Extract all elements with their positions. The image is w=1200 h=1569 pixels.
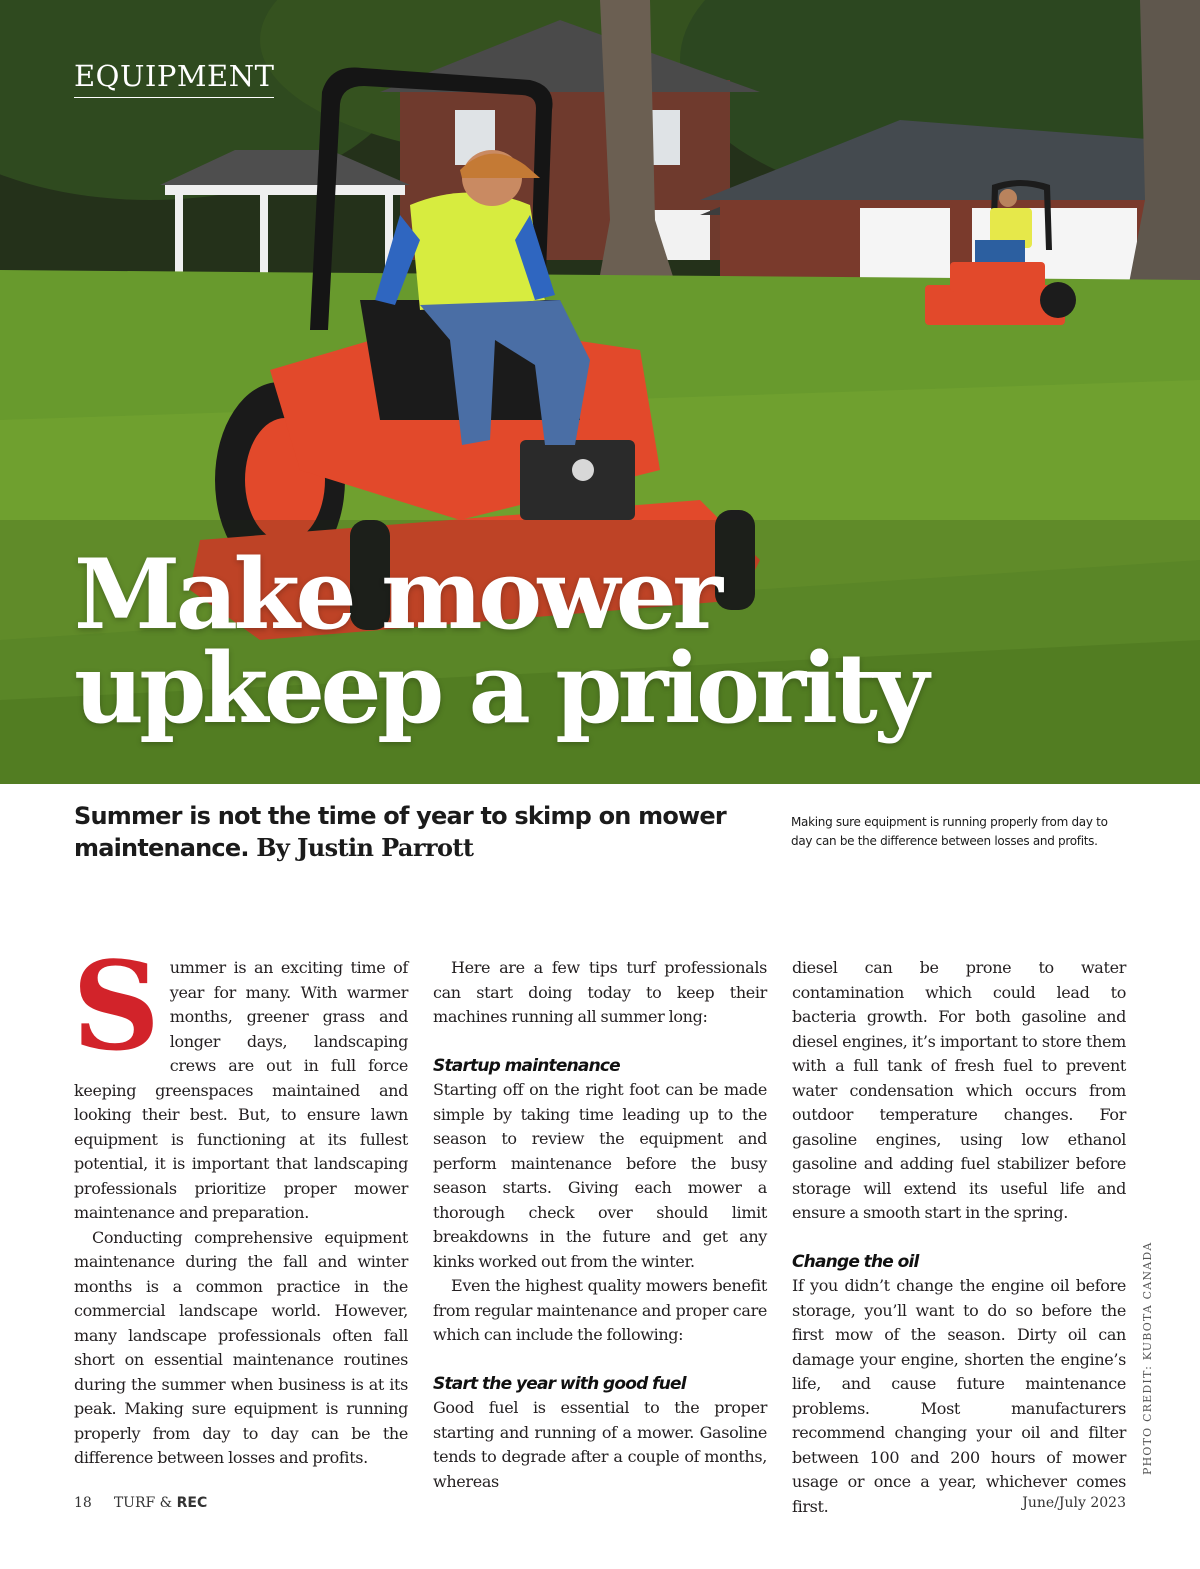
paragraph: If you didn’t change the engine oil before storage, you’ll want to do so before the first mow of the season. Dirty oil can damage your engine, shorten the engine’s life, and cause future maintenance problems. Most manufacturers recommend changing your oil and filter between 100 and 200 hours of mower usage or once a year, whichever comes first. bbox=[792, 1276, 1126, 1516]
footer-left bbox=[74, 1495, 207, 1511]
deck-text: Summer is not the time of year to skimp on mower maintenance. bbox=[74, 802, 726, 862]
body-column-3 bbox=[792, 956, 1126, 1519]
page-number: 18 bbox=[74, 1495, 92, 1511]
subhead-good-fuel: Start the year with good fuel bbox=[433, 1373, 686, 1394]
paragraph: Here are a few tips turf professionals can start doing today to keep their machines running all summer long: bbox=[433, 958, 767, 1026]
byline: By Justin Parrott bbox=[256, 833, 474, 862]
paragraph-text: ummer is an exciting time of year for many. With warmer months, greener grass and longer days, landscaping crews are out in full force keeping greenspaces maintained and looking their best. But, to ensure lawn equipment is functioning at its fullest potential, it is important that landscaping professionals prioritize proper mower maintenance and preparation. bbox=[74, 958, 408, 1222]
subhead-change-oil: Change the oil bbox=[792, 1251, 919, 1272]
publication-prefix: TURF & bbox=[113, 1495, 177, 1511]
hero-photo bbox=[0, 0, 1200, 784]
headline bbox=[74, 538, 1174, 745]
deck bbox=[74, 800, 754, 864]
paragraph: Conducting comprehensive equipment maintenance during the fall and winter months is a common practice in the commercial landscape world. However, many landscape professionals often fall short on essential maintenance routines during the summer when business is at its peak. Making sure equipment is running properly from day to day can be the difference between losses and profits. bbox=[74, 1227, 408, 1467]
subhead-startup-maintenance: Startup maintenance bbox=[433, 1055, 620, 1076]
body-column-2 bbox=[433, 956, 767, 1494]
drop-cap: S bbox=[72, 934, 160, 1078]
section-label: EQUIPMENT bbox=[74, 60, 274, 98]
paragraph: Starting off on the right foot can be made simple by taking time leading up to the season to review the equipment and perform maintenance before the busy season starts. Giving each mower a thorough check over should limit breakdowns in the future and get any kinks worked out from the winter. bbox=[433, 1080, 767, 1271]
photo-caption: Making sure equipment is running properly from day to day can be the difference between losses and profits. bbox=[791, 815, 1108, 848]
photo-credit: PHOTO CREDIT: KUBOTA CANADA bbox=[1141, 1241, 1154, 1475]
publication-name bbox=[114, 1495, 207, 1511]
paragraph bbox=[72, 934, 408, 1226]
paragraph: diesel can be prone to water contamination which could lead to bacteria growth. For both gasoline and diesel engines, it’s important to store them with a full tank of fresh fuel to prevent water condensation which occurs from outdoor temperature changes. For gasoline engines, using low ethanol gasoline and adding fuel stabilizer before storage will extend its useful life and ensure a smooth start in the spring. bbox=[792, 958, 1126, 1222]
publication-bold: REC bbox=[176, 1495, 208, 1511]
headline-line-1: Make mower bbox=[74, 538, 719, 651]
paragraph: Even the highest quality mowers benefit from regular maintenance and proper care which can include the following: bbox=[433, 1276, 767, 1344]
headline-line-2: upkeep a priority bbox=[74, 632, 925, 745]
paragraph: Good fuel is essential to the proper starting and running of a mower. Gasoline tends to degrade after a couple of months, whereas bbox=[433, 1398, 767, 1491]
body-column-1 bbox=[72, 934, 408, 1471]
issue-date: June/July 2023 bbox=[1022, 1495, 1126, 1511]
